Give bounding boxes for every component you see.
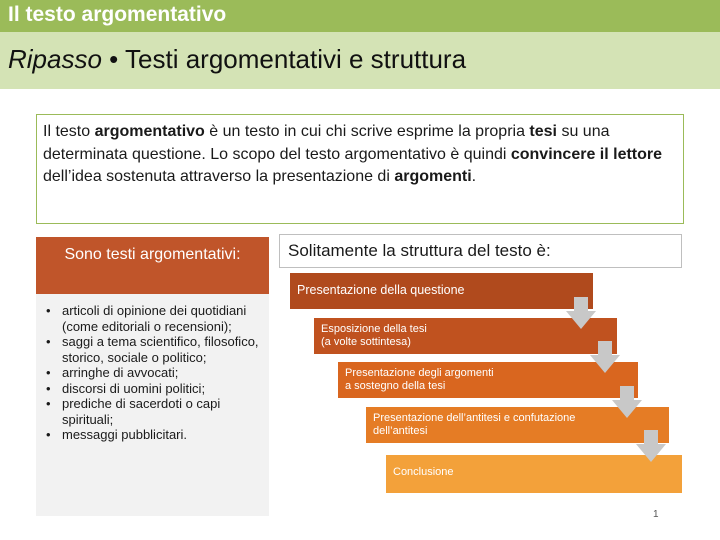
text-types-header bbox=[36, 237, 269, 294]
bullet-icon: • bbox=[46, 396, 51, 411]
list-item bbox=[42, 303, 264, 334]
bullet-icon: • bbox=[46, 427, 51, 442]
down-arrow-icon bbox=[590, 341, 620, 373]
list-item bbox=[42, 396, 264, 427]
list-item-text: arringhe di avvocati; bbox=[62, 365, 179, 380]
list-item-text: prediche di sacerdoti o capi spirituali; bbox=[62, 396, 221, 427]
list-item bbox=[42, 365, 264, 381]
structure-step-question bbox=[290, 273, 593, 309]
step-label bbox=[393, 466, 653, 479]
intro-bold-1: argomentativo bbox=[94, 123, 205, 140]
bullet-icon: • bbox=[46, 334, 51, 349]
list-item bbox=[42, 381, 264, 397]
list-item-text: messaggi pubblicitari. bbox=[62, 427, 188, 442]
bullet-icon: • bbox=[46, 380, 51, 396]
text-types-heading: Sono testi argomentativi: bbox=[64, 246, 241, 263]
list-item bbox=[42, 427, 264, 443]
slide-title: Il testo argomentativo bbox=[8, 3, 227, 26]
step-label bbox=[297, 284, 557, 297]
title-bar bbox=[0, 0, 720, 32]
list-item bbox=[42, 334, 264, 365]
text-types-list bbox=[42, 303, 264, 443]
subtitle-bar bbox=[0, 32, 720, 89]
step-label-line2: a sostegno della tesi bbox=[345, 380, 446, 392]
bullet-icon: • bbox=[46, 365, 51, 380]
step-label-line1: Conclusione bbox=[393, 466, 454, 478]
list-item-text: discorsi di uomini politici; bbox=[62, 380, 206, 396]
step-label-line1: Presentazione degli argomenti bbox=[345, 367, 494, 379]
intro-text-3: su una determinata questione. Lo scopo del testo argomentativo è quindi bbox=[43, 123, 610, 163]
intro-bold-3: convincere il lettore bbox=[510, 145, 663, 163]
step-label-line2: dell’antitesi bbox=[373, 425, 428, 437]
list-item-text: articoli di opinione dei quotidiani (come editoriali o recensioni); bbox=[62, 303, 247, 334]
down-arrow-icon bbox=[612, 386, 642, 418]
intro-paragraph bbox=[43, 121, 681, 189]
intro-text-5: . bbox=[471, 168, 477, 185]
step-label-line1: Esposizione della tesi bbox=[321, 323, 427, 335]
slide-subtitle bbox=[8, 44, 466, 75]
down-arrow-icon bbox=[566, 297, 596, 329]
step-label bbox=[321, 323, 581, 349]
down-arrow-icon bbox=[636, 430, 666, 462]
intro-box bbox=[36, 114, 684, 224]
intro-text-4: dell’idea sostenuta attraverso la presentazione di bbox=[43, 168, 395, 185]
subtitle-italic: Ripasso bbox=[8, 44, 102, 74]
intro-bold-4: argomenti bbox=[394, 168, 472, 185]
text-types-list-box bbox=[36, 294, 269, 516]
step-label bbox=[373, 412, 633, 438]
step-label-line1: Presentazione dell’antitesi e confutazione bbox=[373, 412, 576, 424]
structure-heading: Solitamente la struttura del testo è: bbox=[288, 241, 551, 260]
bullet-icon: • bbox=[46, 303, 51, 318]
step-label-line2: (a volte sottintesa) bbox=[321, 336, 411, 348]
intro-text-2: è un testo in cui chi scrive esprime la propria bbox=[204, 123, 530, 140]
step-label-line1: Presentazione della questione bbox=[297, 283, 465, 297]
subtitle-rest: • Testi argomentativi e struttura bbox=[101, 44, 467, 74]
intro-text-1: Il testo bbox=[43, 123, 95, 140]
intro-bold-2: tesi bbox=[529, 123, 557, 140]
structure-header bbox=[279, 234, 682, 268]
page-number: 1 bbox=[653, 509, 659, 520]
step-label bbox=[345, 367, 605, 393]
list-item-text: saggi a tema scientifico, filosofico, storico, sociale o politico; bbox=[62, 334, 259, 365]
